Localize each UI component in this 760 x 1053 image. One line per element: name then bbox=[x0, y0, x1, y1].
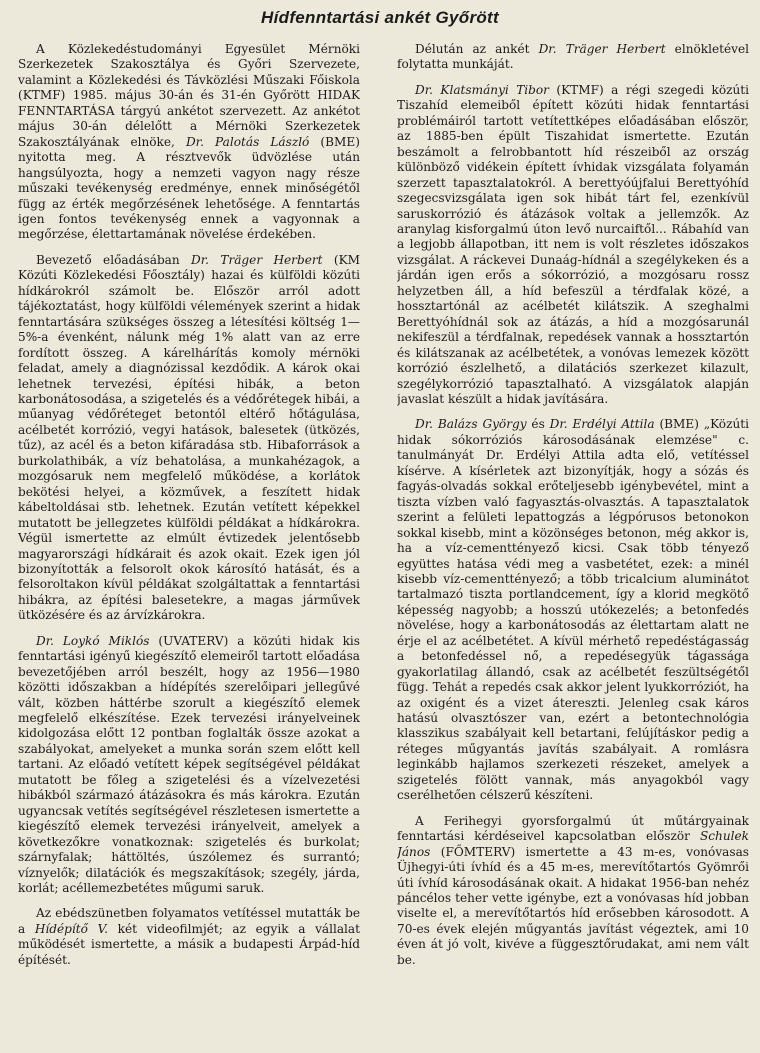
author-name: Dr. Loykó Miklós bbox=[36, 633, 150, 648]
author-name: Schulek János bbox=[397, 829, 749, 859]
paragraph-text: Az ebédszünetben folyamatos vetítéssel mutatták be a bbox=[18, 906, 360, 936]
paragraph bbox=[18, 634, 360, 897]
paragraph-text: (UVATERV) a közúti hidak kis fenntartási igényű kiegészítő elemeiről tartott előadása bevezetőjében arról beszélt, hogy az 1956—1980 közötti időszakban a hídépítés szerelőipari jellegűvé vált, közben háttérbe szorult a kiegészítő elemek megfelelő elkészítése. Ezek tervezési irányelveinek kidolgozása előtt 12 pontban foglalták össze azokat a szabályokat, amelyeket a munka során szem előtt kell tartani. Az előadó vetített képek segítségével példákat mutatott be főleg a szigetelési és a vízelvezetési hibákból származó átázásokra és más károkra. Ezután ugyancsak vetítés segítségével részletesen ismertette a kiegészítő elemek tervezési irányelveit, amelyek a következőkre vonatkoznak: szigetelés és burkolat; szárnyfalak; háttöltés, úszólemez és surrantó; víznyelők; dilatációk és megszakítások; szegély, járda, korlát; acéllemezbetétes műgumi saruk. bbox=[18, 633, 360, 896]
paragraph-text: két videofilmjét; az egyik a vállalat működését ismertette, a másik a budapesti Árpád-híd építését. bbox=[18, 921, 360, 967]
paragraph bbox=[397, 83, 749, 408]
paragraph-text: (FŐMTERV) ismertette a 43 m-es, vonóvasas Üjhegyi-úti ívhíd és a 45 m-es, merevítőtartós Gyömrői úti ívhíd károsodásának okait. A hidakat 1956-ban nehéz páncélos teher vette igénybe, ezt a vonóvasas híd jobban viselte el, a merevítőtartós híd erősebben károsodott. A 70-es évek elején műgyantás javítást végeztek, ami 10 éven át jó volt, kivéve a függesztőrudakat, ami nem vált be. bbox=[397, 844, 749, 967]
author-name: Dr. Erdélyi Attila bbox=[549, 417, 655, 432]
author-name: Dr. Palotás László bbox=[185, 134, 310, 149]
author-name: Hídépítő V. bbox=[34, 921, 109, 936]
left-column bbox=[18, 42, 360, 1050]
paragraph-text: elnökletével folytatta munkáját. bbox=[397, 42, 749, 72]
page-title: Hídfenntartási ankét Győrött bbox=[261, 8, 499, 27]
author-name: Dr. Klatsmányi Tibor bbox=[415, 82, 549, 97]
paragraph bbox=[397, 814, 749, 969]
paragraph-text: Délután az ankét bbox=[415, 42, 539, 56]
paragraph bbox=[18, 42, 360, 243]
paragraph bbox=[18, 253, 360, 624]
paragraph bbox=[397, 42, 749, 73]
author-name: Dr. Träger Herbert bbox=[538, 42, 666, 56]
right-column bbox=[397, 42, 749, 1050]
paragraph bbox=[397, 417, 749, 803]
paragraph-text: (BME) „Közúti hidak sókorróziós károsodásának elemzése" c. tanulmányát Dr. Erdélyi Attila adta elő, vetítéssel kísérve. A kísérletek azt bizonyítják, hogy a sózás és fagyás-olvadás sokkal erőteljesebb igénybevétel, mint a tiszta vízben való fagyasztás-olvasztás. A tapasztalatok szerint a felületi lepattogzás a légpórusos betonokon sokkal kisebb, mint a közönséges betonon, még akkor is, ha a víz-cementtényező kicsi. Csak több tényező együttes hatása védi meg a vasbetétet, ezek: a minél kisebb víz-cementtényező; a több tricalcium aluminátot tartalmazó tiszta portlandcement, így a klorid megkötő képesség nagyobb; a hosszú utókezelés; a betonfedés növelése, hogy a karbonátosodás az élettartam alatt ne érje el az acélbetétet. A kívül mérhető repedéstágasság a betonfedéssel nő, a repedésegyük tágassága gyakorlatilag állandó, csak az acélbetét feszültségétől függ. Tehát a repedés csak akkor jelent lyukkorróziót, ha az oxigént és a vizet átereszti. Jelenleg csak káros hatású olvasztószer van, ezért a betontechnológia klasszikus szabályait kell betartani, felújításkor pedig a réteges műgyantás javítás szabályait. A romlásra leginkább hajlamos szerkezeti részeket, amelyek a szigetelés fölött vannak, más anyagokból vagy cserélhetően célszerű készíteni. bbox=[397, 417, 749, 803]
paragraph-text: (KTMF) a régi szegedi közúti Tiszahíd elemeiből épített közúti hidak fenntartási problémáiról tartott vetítettképes előadásában először, az 1885-ben épült Tiszahidat ismertette. Ezután beszámolt a felrobbantott híd részeiből az ország különböző vidékein épített ívhidak vizsgálata folyamán szerzett tapasztalatokról. A berettyóújfalui Berettyóhíd szegecsvizsgálata igen sok hibát tárt fel, ezenkívül saruskorrózió és átázások voltak a jellemzők. Az aranylag kisforgalmú úton levő nurcaiftől... Rábahíd van a legjobb állapotban, itt nem is volt részletes időszakos vizsgálat. A ráckevei Dunaág-hídnál a szegélykeken és a járdán igen erős a sókorrózió, a mozgósaru rossz helyzetben áll, a híd befeszül a térdfalak közé, a hossztartónál az acélbetét kilátszik. A szeghalmi Berettyóhídnál sok az átázás, a híd a mozgósarunál nekifeszül a térdfalnak, repedések vannak a hossztartón és kilátszanak az acélbetétek, a vonóvas lemezek között korrózió észlelhető, a dilatációs szerkezet kilazult, szegélykorrózió tapasztalható. A vizsgálatok alapján javaslat készült a hidak javítására. bbox=[397, 82, 749, 406]
paragraph bbox=[18, 906, 360, 968]
paragraph-text: A Ferihegyi gyorsforgalmú út műtárgyainak fenntartási kérdéseivel kapcsolatban először bbox=[397, 813, 749, 844]
author-name: Dr. Balázs György bbox=[415, 417, 527, 432]
paragraph-text: A Közlekedéstudományi Egyesület Mérnöki Szerkezetek Szakosztálya és Győri Szervezete, valamint a Közlekedési és Távközlési Műszaki Főiskola (KTMF) 1985. május 30-án és 31-én Győrött HIDAK FENNTARTÁSA tárgyú ankétot szervezett. Az ankétot május 30-án délelőtt a Mérnöki Szerkezetek Szakosztályának elnöke, bbox=[18, 42, 360, 149]
paragraph-text: Bevezető előadásában bbox=[36, 252, 192, 267]
author-name: Dr. Träger Herbert bbox=[191, 252, 323, 267]
paragraph-text: (BME) nyitotta meg. A résztvevők üdvözlése után hangsúlyozta, hogy a nemzeti vagyon nagy része műszaki tevékenység eredménye, ennek minőségétől függ az érték megőrzésének lehetősége. A fenntartás igen fontos tevékenység ennek a vagyonnak a megőrzése, élettartamának növelése érdekében. bbox=[18, 134, 360, 242]
paragraph-text: (KM Közúti Közlekedési Főosztály) hazai és külföldi közúti hídkárokról számolt be. Először arról adott tájékoztatást, hogy külföldi vélemények szerint a hidak fenntartására szükséges összeg a létesítési költség 1—5%-a évenként, nálunk még 1% alatt van az erre fordított összeg. A kárelhárítás komoly mérnöki feladat, amely a diagnózissal kezdődik. A károk okai lehetnek tervezési, építési hibák, a beton karbonátosodása, a szigetelés és a védőrétegek hibái, a műanyag védőréteget betontól eltérő hőtágulása, acélbetét korrózió, vegyi hatások, balesetek (ütközés, tűz), az acél és a beton kifáradása stb. Hibaforrások a burkolathibák, a víz behatolása, a munkahézagok, a mozgósaruk nem megfelelő működése, a korlátok bekötési helyei, a közművek, a feszített hidak kábeltoldásai stb. lehetnek. Ezután vetített képekkel mutatott be jellegzetes külföldi példákat a hídkárokra. Végül ismertette az elmúlt évtizedek jelentősebb magyarországi hídkárait és azok okait. Ezek igen jól bizonyították a felsorolt okok károsító hatását, és a felsoroltakon kívül példákat szolgáltattak a fenntartási hibákra, az építési balesetekre, a magas járművek ütközésére és az árvízkárokra. bbox=[18, 252, 360, 623]
paragraph-text: és bbox=[526, 417, 550, 432]
